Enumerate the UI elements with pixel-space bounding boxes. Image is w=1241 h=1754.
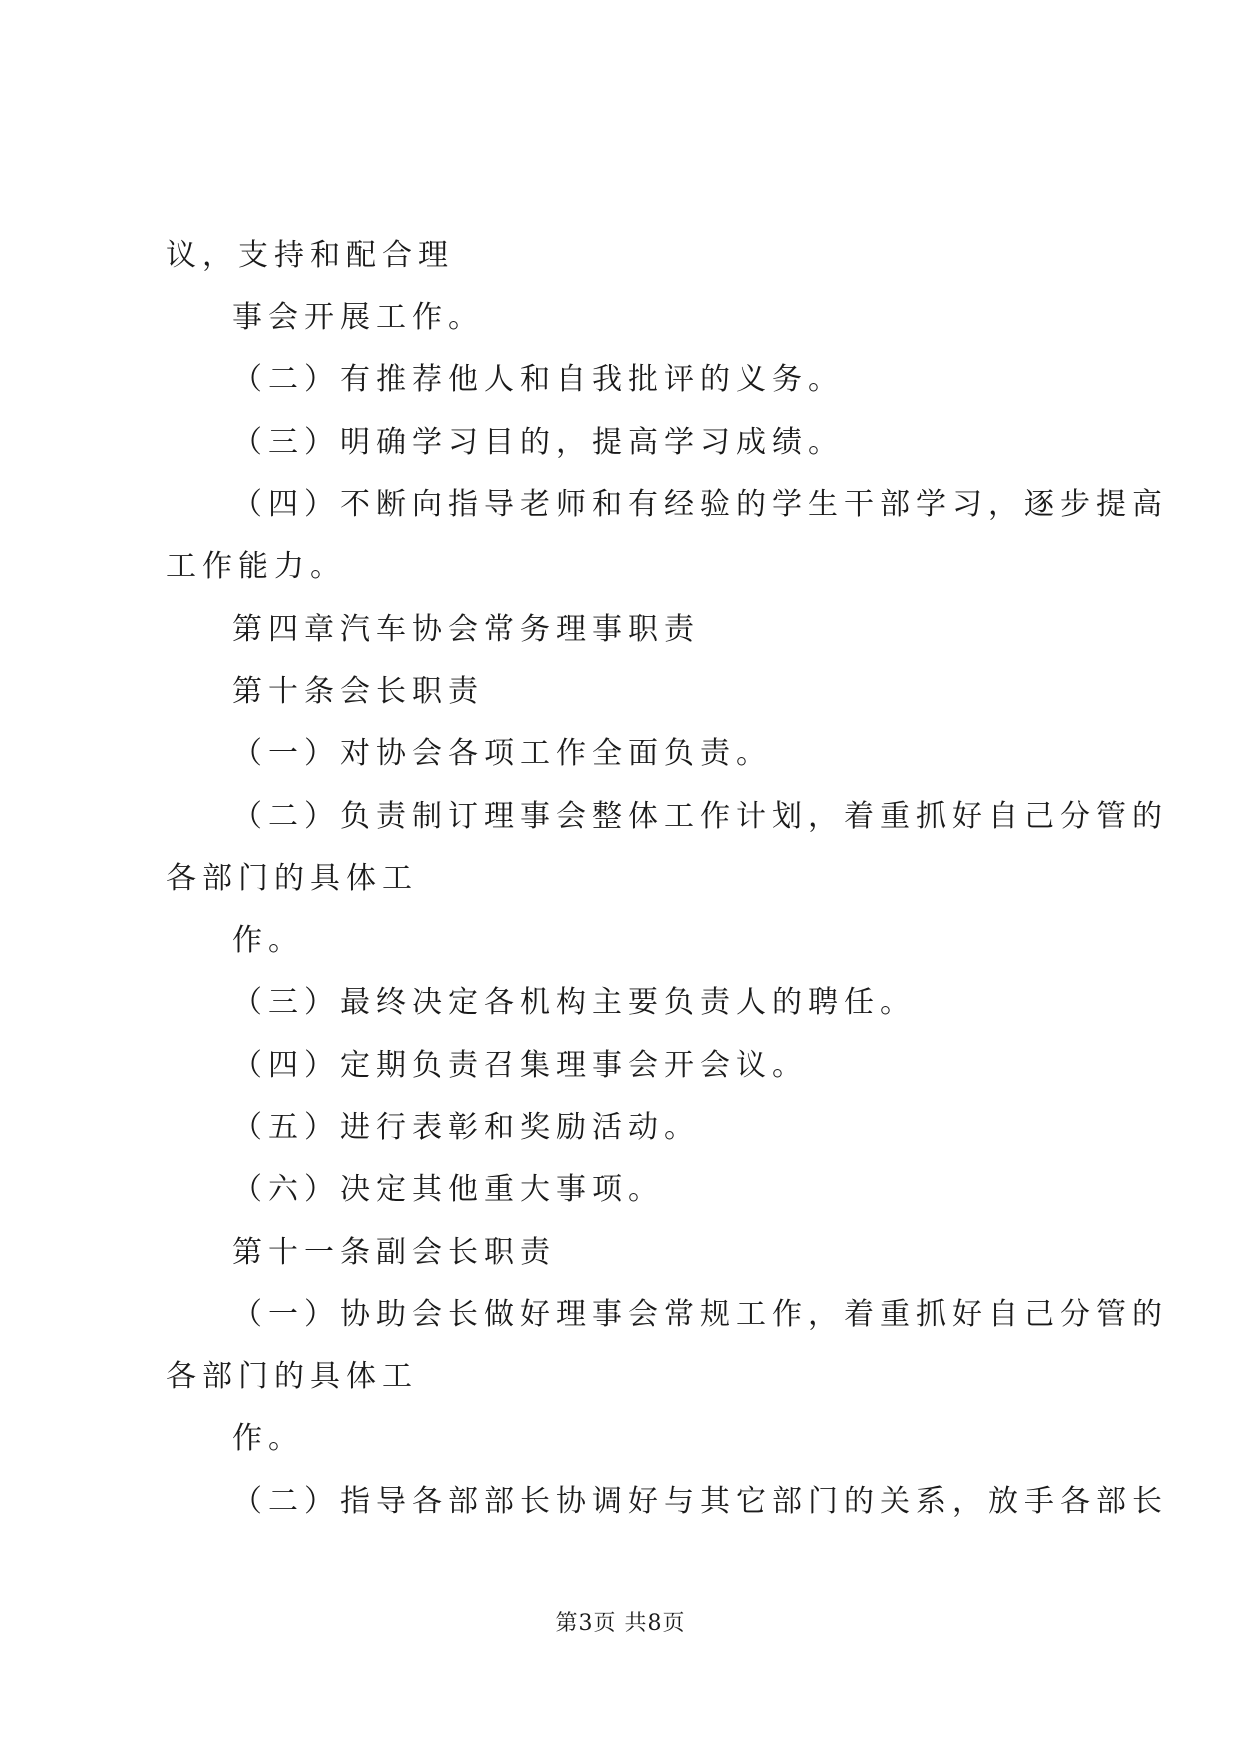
text-line: 事会开展工作。 [232, 300, 484, 335]
text-line: （二）负责制订理事会整体工作计划，着重抓好自己分管的 [232, 799, 1168, 834]
text-line: 各部门的具体工 [166, 861, 418, 896]
text-line: （四）定期负责召集理事会开会议。 [232, 1048, 808, 1083]
text-line: （二）有推荐他人和自我批评的义务。 [232, 362, 844, 397]
text-line: （五）进行表彰和奖励活动。 [232, 1110, 700, 1145]
text-line: （一）协助会长做好理事会常规工作，着重抓好自己分管的 [232, 1297, 1168, 1332]
text-line: （三）最终决定各机构主要负责人的聘任。 [232, 985, 916, 1020]
text-line: 作。 [232, 923, 304, 958]
text-line: （一）对协会各项工作全面负责。 [232, 736, 772, 771]
article-heading: 第十一条副会长职责 [232, 1235, 556, 1270]
text-line: 各部门的具体工 [166, 1359, 418, 1394]
text-line: （二）指导各部部长协调好与其它部门的关系，放手各部长 [232, 1484, 1168, 1519]
text-line: 议，支持和配合理 [166, 238, 454, 273]
chapter-heading: 第四章汽车协会常务理事职责 [232, 612, 700, 647]
text-line: （六）决定其他重大事项。 [232, 1172, 664, 1207]
article-heading: 第十条会长职责 [232, 674, 484, 709]
text-line: （三）明确学习目的，提高学习成绩。 [232, 425, 844, 460]
text-line: （四）不断向指导老师和有经验的学生干部学习，逐步提高 [232, 487, 1168, 522]
text-line: 作。 [232, 1421, 304, 1456]
page-number-footer: 第3页 共8页 [555, 1611, 686, 1636]
text-line: 工作能力。 [166, 549, 346, 584]
